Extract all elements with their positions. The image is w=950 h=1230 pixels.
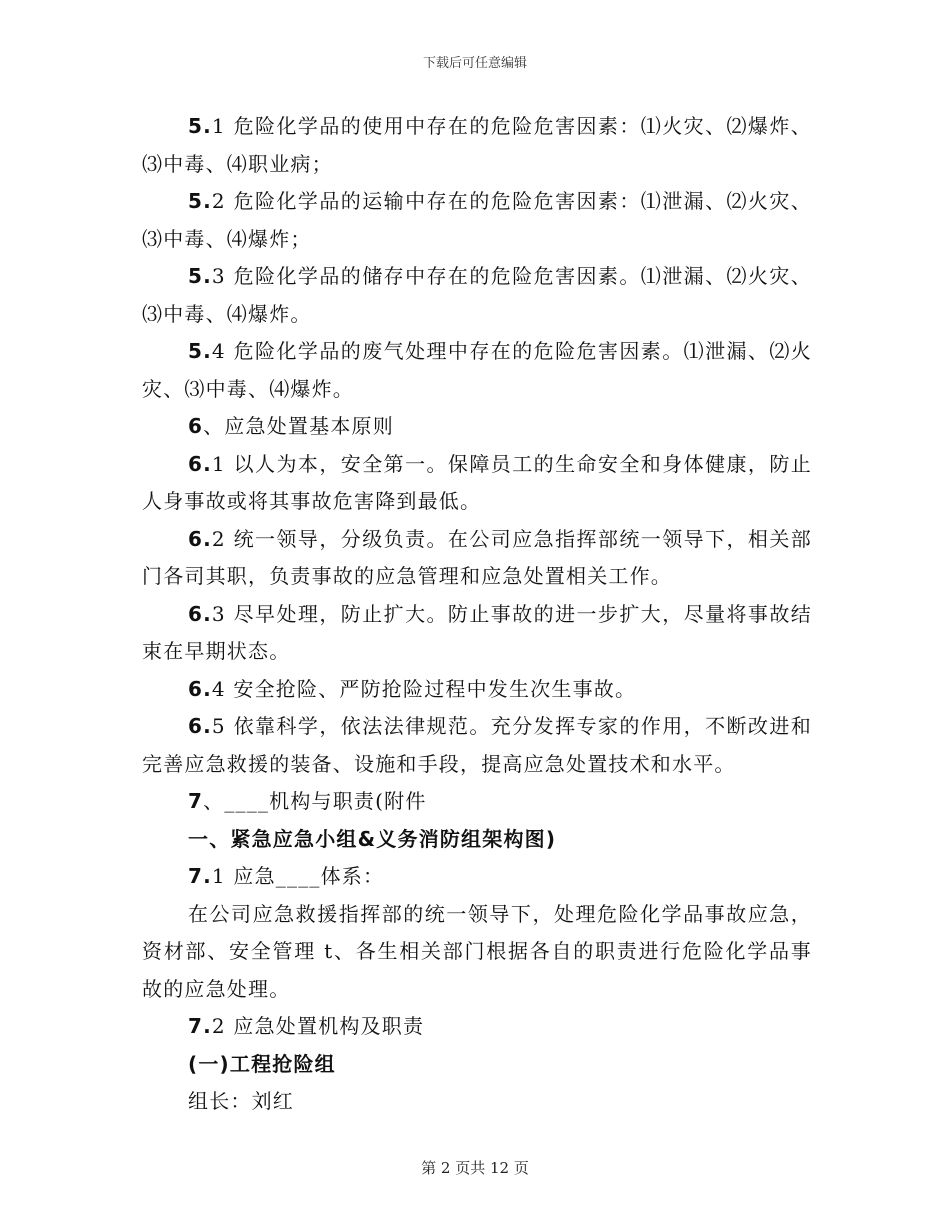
page-footer: 第 2 页共 12 页 xyxy=(421,1159,529,1177)
paragraph-5-1 xyxy=(142,108,812,183)
paragraph-5-3 xyxy=(142,258,812,333)
paragraph-text: 组长：刘红 xyxy=(188,1089,294,1113)
paragraph-7-1 xyxy=(142,858,812,896)
bold-text: (一)工程抢险组 xyxy=(188,1051,336,1076)
heading-7 xyxy=(142,783,812,821)
section-number: 5. xyxy=(188,264,212,288)
section-number: 5. xyxy=(188,114,212,138)
section-number: 6 xyxy=(188,414,204,438)
paragraph-5-4 xyxy=(142,333,812,408)
paragraph-text: 、应急处置基本原则 xyxy=(203,414,394,438)
paragraph-text: 在公司应急救援指挥部的统一领导下，处理危险化学品事故应急，资材部、安全管理 t、各生相关部门根据各自的职责进行危险化学品事故的应急处理。 xyxy=(142,901,812,1001)
paragraph-text: 、____机构与职责(附件 xyxy=(203,789,427,813)
section-number: 6. xyxy=(188,451,212,476)
paragraph-text: 4 危险化学品的废气处理中存在的危险危害因素。⑴泄漏、⑵火灾、⑶中毒、⑷爆炸。 xyxy=(142,339,812,401)
section-number: 6. xyxy=(188,526,212,551)
section-number: 7 xyxy=(188,789,204,813)
paragraph-text: 2 应急处置机构及职责 xyxy=(211,1014,425,1038)
page-header: 下载后可任意编辑 xyxy=(422,56,527,71)
section-number: 6. xyxy=(188,601,212,626)
paragraph-body xyxy=(142,896,812,1009)
section-number: 5. xyxy=(188,339,212,363)
paragraph-text: 3 危险化学品的储存中存在的危险危害因素。⑴泄漏、⑵火灾、⑶中毒、⑷爆炸。 xyxy=(142,264,812,326)
paragraph-7-2 xyxy=(142,1008,812,1046)
paragraph-6-4 xyxy=(142,671,812,709)
paragraph-text: 1 以人为本，安全第一。保障员工的生命安全和身体健康，防止人身事故或将其事故危害降到最低。 xyxy=(142,451,812,513)
paragraph-text: 4 安全抢险、严防抢险过程中发生次生事故。 xyxy=(211,676,637,701)
document-body xyxy=(142,108,812,1121)
paragraph-6-3 xyxy=(142,596,812,671)
heading-6 xyxy=(142,408,812,446)
section-number: 7. xyxy=(188,1014,212,1038)
paragraph-text: 3 尽早处理，防止扩大。防止事故的进一步扩大，尽量将事故结束在早期状态。 xyxy=(142,601,812,663)
section-number: 7. xyxy=(188,864,212,888)
paragraph-text: 1 危险化学品的使用中存在的危险危害因素：⑴火灾、⑵爆炸、⑶中毒、⑷职业病； xyxy=(142,114,812,176)
paragraph-text: 5 依靠科学，依法法律规范。充分发挥专家的作用，不断改进和完善应急救援的装备、设施和手段，提高应急处置技术和水平。 xyxy=(142,714,812,776)
paragraph-6-1 xyxy=(142,446,812,521)
bold-heading-org-chart xyxy=(142,821,812,859)
section-number: 5. xyxy=(188,189,212,213)
paragraph-text: 2 危险化学品的运输中存在的危险危害因素：⑴泄漏、⑵火灾、⑶中毒、⑷爆炸； xyxy=(142,189,812,251)
paragraph-5-2 xyxy=(142,183,812,258)
paragraph-team-leader xyxy=(142,1083,812,1121)
paragraph-text: 1 应急____体系： xyxy=(211,864,385,888)
paragraph-6-5 xyxy=(142,708,812,783)
paragraph-text: 2 统一领导，分级负责。在公司应急指挥部统一领导下，相关部门各司其职，负责事故的应急管理和应急处置相关工作。 xyxy=(142,526,812,588)
bold-text: 一、紧急应急小组&义务消防组架构图) xyxy=(188,826,557,851)
paragraph-6-2 xyxy=(142,521,812,596)
bold-heading-engineering-team xyxy=(142,1046,812,1084)
section-number: 6. xyxy=(188,676,212,701)
section-number: 6. xyxy=(188,714,212,738)
